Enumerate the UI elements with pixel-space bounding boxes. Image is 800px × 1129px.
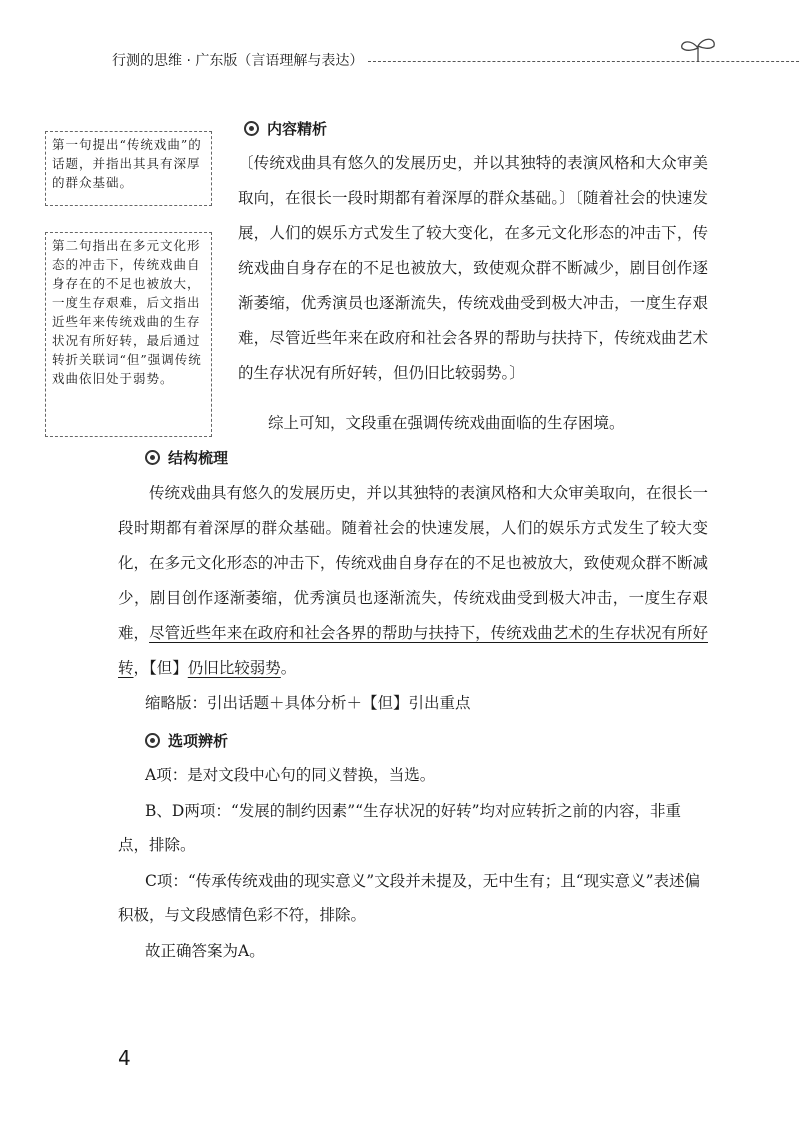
section-bullet-icon (244, 121, 259, 136)
underlined-key-clause: 尽管近些年来在政府和社会各界的帮助与扶持下，传统戏曲艺术的生存状况有所好转 (118, 624, 708, 677)
option-a: A项：是对文段中心句的同义替换，当选。 (145, 766, 436, 784)
section-title: 选项辨析 (168, 732, 229, 750)
page-header (112, 50, 712, 72)
section-heading-options (145, 730, 228, 751)
final-answer: 故正确答案为A。 (145, 942, 265, 960)
header-divider (368, 61, 800, 62)
section-title: 结构梳理 (168, 449, 229, 467)
underlined-key-point: 仍旧比较弱势 (187, 659, 281, 677)
sentence-2: 〔随着社会的快速发展，人们的娱乐方式发生了较大变化，在多元文化形态的冲击下，传统戏曲自身存在的不足也被放大，致使观众群不断减少，剧目创作逐渐萎缩，优秀演员也逐渐流失，传统戏曲受到极大冲击，一度生存艰难，尽管近些年来在政府和社会各界的帮助与扶持下，传统戏曲艺术的生存状况有所好转，但仍旧比较弱势。〕 (238, 189, 708, 382)
page-number: 4 (118, 1046, 131, 1070)
content-analysis-paragraph (238, 146, 708, 391)
structure-text: 传统戏曲具有悠久的发展历史，并以其独特的表演风格和大众审美取向，在很长一段时期都有着深厚的群众基础。随着社会的快速发展，人们的娱乐方式发生了较大变化，在多元文化形态的冲击下，传统戏曲自身存在的不足也被放大，致使观众群不断减少，剧目创作逐渐萎缩，优秀演员也逐渐流失，传统戏曲受到极大冲击，一度生存艰难， (118, 484, 708, 642)
sentence-1: 〔传统戏曲具有悠久的发展历史，并以其独特的表演风格和大众审美取向，在很长一段时期都有着深厚的群众基础。〕 (238, 154, 708, 207)
section-title: 内容精析 (267, 120, 328, 138)
summary-line: 缩略版：引出话题＋具体分析＋【但】引出重点 (145, 694, 471, 712)
structure-paragraph (118, 476, 708, 686)
section-heading-content-analysis (244, 118, 327, 139)
structure-end: 。 (280, 659, 297, 677)
but-marker: ，【但】 (133, 659, 188, 677)
book-title: 行测的思维 · 广东版（言语理解与表达） (112, 53, 364, 69)
analysis-conclusion: 综上可知，文段重在强调传统戏曲面临的生存困境。 (268, 414, 625, 432)
option-c: C项：“传承传统戏曲的现实意义”文段并未提及，无中生有；且“现实意义”表述偏积极，与文段感情色彩不符，排除。 (118, 872, 701, 924)
margin-note-2: 第二句指出在多元文化形态的冲击下，传统戏曲自身存在的不足也被放大，一度生存艰难，后文指出近些年来传统戏曲的生存状况有所好转，最后通过转折关联词“但”强调传统戏曲依旧处于弱势。 (45, 232, 212, 437)
sprout-icon (676, 34, 720, 64)
option-bd: B、D两项：“发展的制约因素”“生存状况的好转”均对应转折之前的内容，非重点，排除。 (118, 802, 682, 854)
section-bullet-icon (145, 450, 160, 465)
section-heading-structure (145, 447, 228, 468)
section-bullet-icon (145, 733, 160, 748)
margin-note-1: 第一句提出“传统戏曲”的话题，并指出其具有深厚的群众基础。 (45, 131, 212, 206)
